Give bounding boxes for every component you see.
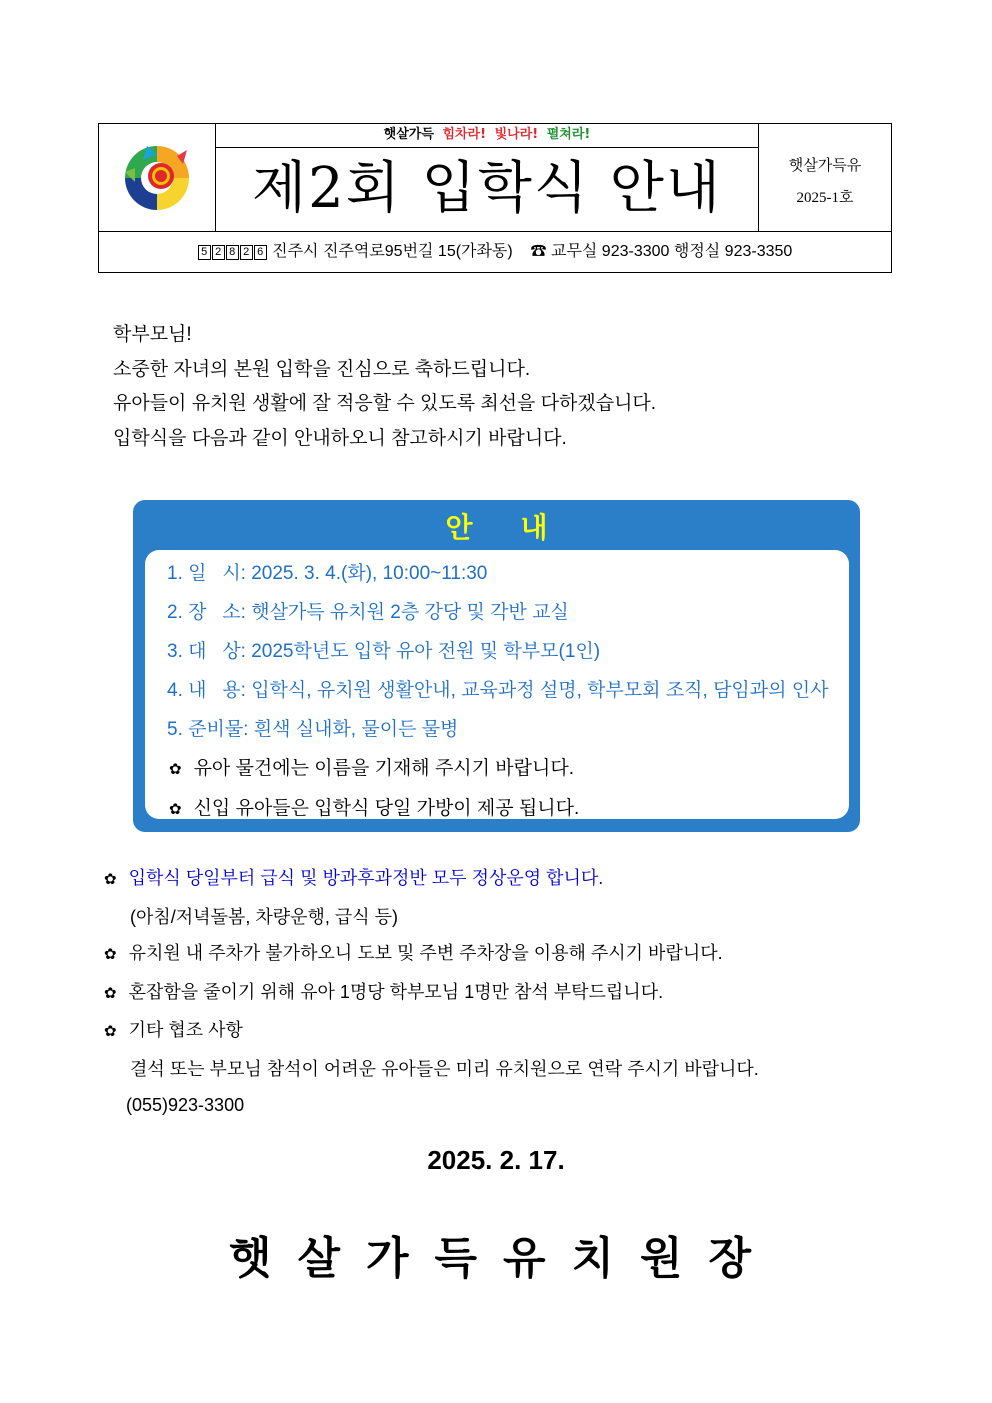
- bullet-item: [104, 860, 894, 899]
- postal-digit: 2: [240, 245, 253, 260]
- notice-note: [167, 789, 849, 819]
- additional-notes: [104, 860, 894, 1124]
- flower-bullet-icon: ✿: [169, 761, 182, 778]
- flower-bullet-icon: ✿: [104, 1023, 117, 1040]
- bullet-text: 기타 협조 사항: [128, 1020, 243, 1040]
- notice-note: [167, 749, 849, 789]
- flower-bullet-icon: ✿: [104, 984, 117, 1002]
- bullet-subtext: (아침/저녁돌봄, 차량운행, 급식 등): [130, 906, 399, 927]
- slogan-part: 햇살가득: [383, 127, 434, 142]
- bullet-text: 입학식 당일부터 급식 및 방과후과정반 모두 정상운영 합니다.: [128, 868, 604, 888]
- slogan-part: 빛나라!: [494, 127, 539, 142]
- notice-item-date: 1. 일 시: 2025. 3. 4.(화), 10:00~11:30: [167, 563, 488, 584]
- signature-principal: 햇살가득유치원장: [228, 1234, 778, 1283]
- flower-bullet-icon: ✿: [104, 946, 117, 963]
- intro-line: 입학식을 다음과 같이 안내하오니 참고하시기 바랍니다.: [113, 427, 567, 449]
- slogan: [216, 124, 758, 148]
- bullet-text: 유치원 내 주차가 불가하오니 도보 및 주변 주차장을 이용해 주시기 바랍니다.: [128, 943, 723, 963]
- kindergarten-logo: [117, 138, 197, 218]
- notice-item-content: 4. 내 용: 입학식, 유치원 생활안내, 교육과정 설명, 학부모회 조직, 담임과의 인사: [167, 680, 829, 701]
- intro-line: 유아들이 유치원 생활에 잘 적응할 수 있도록 최선을 다하겠습니다.: [113, 393, 657, 414]
- intro-line: 소중한 자녀의 본원 입학을 진심으로 축하드립니다.: [113, 358, 531, 380]
- letterhead-table: [98, 123, 892, 273]
- postal-digit: 6: [254, 245, 267, 260]
- page-title: 제2회 입학식 안내: [252, 156, 722, 221]
- notice-title: 안내: [445, 511, 596, 544]
- bullet-text: 혼잡함을 줄이기 위해 유아 1명당 학부모님 1명만 참석 부탁드립니다.: [128, 981, 664, 1002]
- notice-box: [133, 500, 860, 832]
- title-cell: [216, 124, 759, 231]
- slogan-part: 힘차라!: [442, 127, 487, 142]
- issue-name: 햇살가득유: [788, 158, 862, 174]
- bullet-item: [104, 935, 894, 974]
- postal-digit: 2: [212, 245, 225, 260]
- notice-content: [145, 550, 849, 819]
- issue-cell: [759, 124, 891, 231]
- notice-item-place: 2. 장 소: 햇살가득 유치원 2층 강당 및 각반 교실: [167, 602, 569, 623]
- address-row: [99, 231, 891, 272]
- bullet-subtext: 결석 또는 부모님 참석이 어려운 유아들은 미리 유치원으로 연락 주시기 바랍니다.: [130, 1058, 759, 1079]
- note-text: 신입 유아들은 입학식 당일 가방이 제공 됩니다.: [193, 798, 580, 819]
- flower-bullet-icon: ✿: [104, 871, 117, 888]
- logo-cell: [99, 124, 216, 231]
- phone-numbers: ☎ 교무실 923-3300 행정실 923-3350: [530, 243, 793, 260]
- note-text: 유아 물건에는 이름을 기재해 주시기 바랍니다.: [193, 758, 574, 779]
- issue-number: 2025-1호: [796, 190, 854, 206]
- slogan-part: 펼쳐라!: [546, 127, 591, 142]
- postal-digit: 5: [198, 245, 211, 260]
- greeting: 학부모님!: [113, 324, 192, 345]
- bullet-item: [104, 974, 894, 1013]
- address: 진주시 진주역로95번길 15(가좌동): [272, 243, 513, 260]
- notice-item-supplies: 5. 준비물: 흰색 실내화, 물이든 물병: [167, 719, 459, 740]
- postal-digit: 8: [226, 245, 239, 260]
- issue-date: 2025. 2. 17.: [427, 1145, 565, 1175]
- intro-paragraph: [113, 318, 893, 456]
- notice-item-target: 3. 대 상: 2025학년도 입학 유아 전원 및 학부모(1인): [167, 641, 601, 662]
- contact-phone: (055)923-3300: [126, 1095, 245, 1115]
- postal-code: [198, 243, 272, 260]
- flower-bullet-icon: ✿: [169, 801, 182, 818]
- bullet-item: [104, 1012, 894, 1051]
